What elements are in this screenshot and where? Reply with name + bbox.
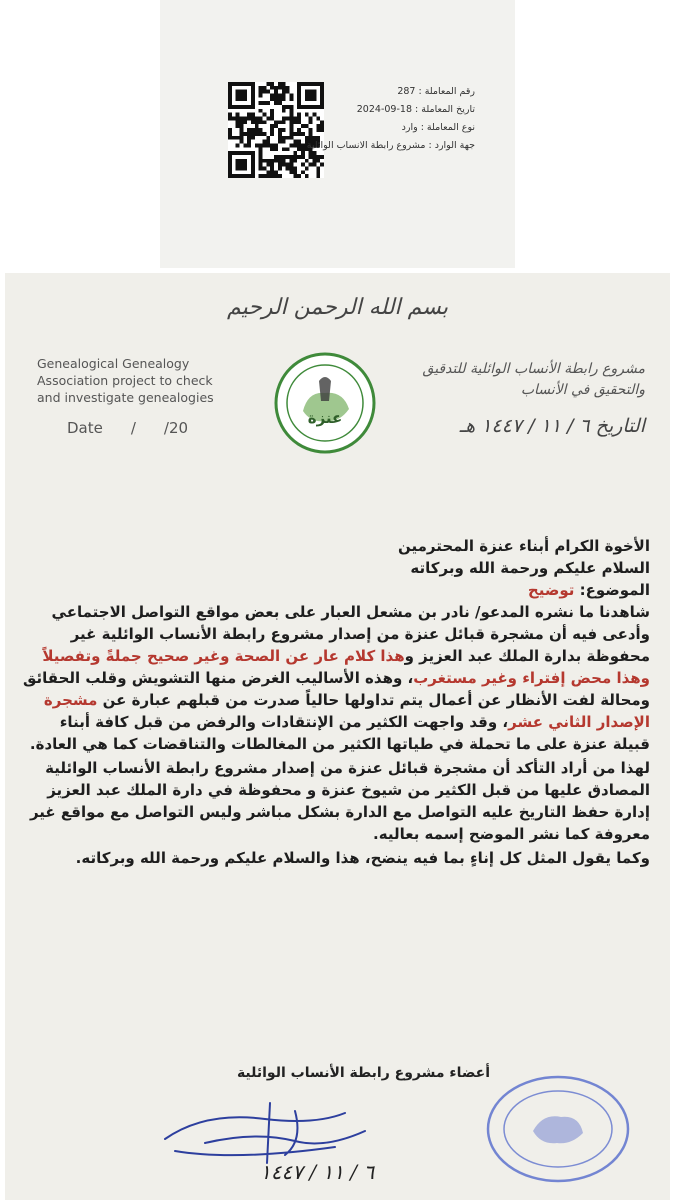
- receipt-type: نوع المعاملة : وارد: [401, 122, 475, 133]
- english-header-line: and investigate genealogies: [37, 390, 214, 405]
- paragraph-text: ، وهذه الأساليب الغرض منها التشويش وقلب الحقائق ومحالة لفت الأنظار عن أعمال يتم تداولها حالياً صدرت من قبلهم عبارة عن: [22, 669, 650, 709]
- receipt-date: تاريخ المعاملة : 18-09-2024: [356, 104, 475, 115]
- arabic-header-line: مشروع رابطة الأنساب الوائلية للتدقيق: [422, 361, 645, 377]
- english-header-line: Association project to check: [37, 373, 213, 388]
- subject-label: الموضوع:: [579, 581, 650, 599]
- paragraph-3: وكما يقول المثل كل إناءٍ بما فيه ينضح، هذا والسلام عليكم ورحمة الله وبركاته.: [75, 849, 650, 867]
- highlighted-text: هذا كلام عار عن الصحة وغير صحيح جملةً وتفصيلاً وهذا محض إفتراء وغير مستغرب: [42, 647, 650, 687]
- qr-code: [228, 82, 324, 178]
- paragraph-2: لهذا من أراد التأكد أن مشجرة قبائل عنزة من إصدار مشروع رابطة الأنساب الوائلية المصادق عليها من قبل الكثير من شيوخ عنزة و محفوظة في دارة الملك عبد العزيز إدارة حفظ التاريخ عليه التواصل مع الدارة بشكل مباشر وليس التواصل مع مواقع غير معروفة كما نشر الموضح إسمه بعاليه.: [29, 759, 650, 843]
- letter-page: [5, 273, 670, 1200]
- receipt-source: جهة الوارد : مشروع رابطة الانساب الوائلية: [306, 140, 475, 151]
- subject-value: توضيح: [527, 581, 575, 599]
- highlighted-text: مشجرة الإصدار الثاني عشر: [43, 691, 650, 731]
- basmala: بسم الله الرحمن الرحيم: [226, 295, 449, 320]
- logo-text: عنزة: [307, 409, 343, 427]
- association-logo: [273, 351, 377, 455]
- paragraph-1: [23, 601, 650, 755]
- receipt-details: [306, 83, 475, 155]
- arabic-date: التاريخ ٦ / ١١ / ١٤٤٧ هـ: [459, 415, 645, 437]
- signatory-title: أعضاء مشروع رابطة الأنساب الوائلية: [236, 1065, 490, 1081]
- date-separator: /: [130, 419, 136, 437]
- english-date-field: [67, 419, 216, 437]
- paragraph-text: شاهدنا ما نشره المدعو/ نادر بن مشعل العبار على بعض مواقع التواصل الاجتماعي وأدعى فيه أن مشجرة قبائل عنزة من إصدار مشروع رابطة الأنساب الوائلية غير محفوظة بدارة الملك عبد العزيز و: [51, 603, 650, 665]
- subject-line: [23, 579, 650, 601]
- greeting-line: السلام عليكم ورحمة الله وبركاته: [410, 559, 650, 577]
- arabic-header-line: والتحقيق في الأنساب: [520, 382, 645, 398]
- handwritten-date-text: ٦ / ١١ / ١٤٤٧: [260, 1160, 375, 1184]
- english-header-line: Genealogical Genealogy: [37, 356, 190, 371]
- greeting-line: الأخوة الكرام أبناء عنزة المحترمين: [398, 537, 650, 555]
- arabic-header: [385, 359, 645, 401]
- paragraph-text: ، وقد واجهت الكثير من الإنتقادات والرفض من قبل كافة أبناء قبيلة عنزة على ما تحملة في طياتها الكثير من المغالطات والتناقضات كما هي العادة.: [29, 713, 650, 753]
- english-header: [37, 355, 257, 406]
- date-separator: /20: [163, 419, 189, 437]
- letter-body: [23, 535, 650, 869]
- handwritten-date: [90, 1151, 375, 1191]
- official-stamp: [483, 1073, 633, 1185]
- date-label: Date: [67, 419, 103, 437]
- receipt-number: رقم المعاملة : 287: [397, 86, 475, 97]
